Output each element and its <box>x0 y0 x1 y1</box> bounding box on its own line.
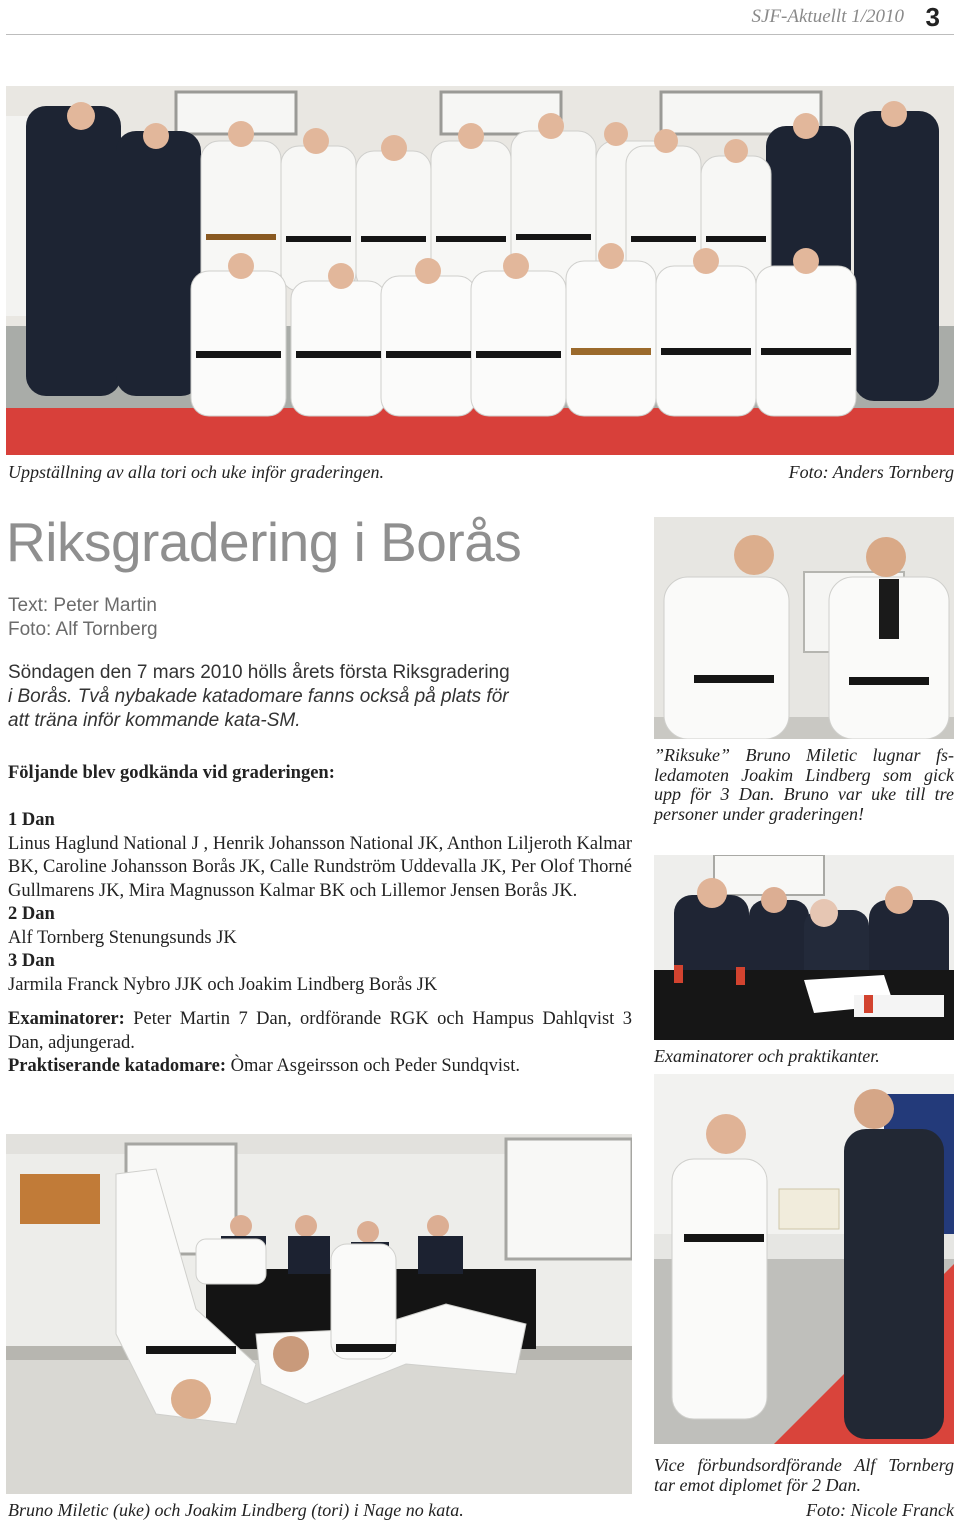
kata-paragraph <box>8 1055 632 1079</box>
byline-text: Text: Peter Martin <box>8 595 157 616</box>
diploma-caption: Vice förbundsordförande Alf Tornberg tar emot diplomet för 2 Dan. <box>654 1455 954 1495</box>
page-number: 3 <box>925 2 940 32</box>
lede-line-1: Söndagen den 7 mars 2010 hölls årets första Riksgradering <box>8 662 510 683</box>
diploma-photo <box>654 1074 954 1444</box>
riksuke-photo <box>654 517 954 739</box>
running-head: SJF-Aktuellt 1/2010 <box>751 6 904 27</box>
lede-line-2: i Borås. Två nybakade katadomare fanns också på plats för <box>8 686 509 707</box>
results-intro: Följande blev godkända vid graderingen: <box>8 763 335 783</box>
riksuke-caption: ”Riksuke” Bruno Miletic lugnar fs-ledamoten Joakim Lindberg som gick upp för 3 Dan. Bruno var uke till tre personer under graderingen! <box>654 745 954 824</box>
header-divider <box>6 34 954 35</box>
kata-label: Praktiserande katadomare: <box>8 1056 227 1076</box>
dan3-heading: 3 Dan <box>8 951 55 971</box>
article-lede <box>8 661 628 733</box>
examiners-label: Examinatorer: <box>8 1009 125 1029</box>
lede-line-3: att träna inför kommande kata-SM. <box>8 710 301 731</box>
examiners-photo <box>654 855 954 1040</box>
group-photo-credit: Foto: Anders Tornberg <box>788 462 954 482</box>
group-photo <box>6 86 954 455</box>
dan1-names: Linus Haglund National J , Henrik Johansson National JK, Anthon Liljeroth Kalmar BK, Caroline Johansson Borås JK, Calle Rundström Uddevalla JK, Per Olof Thorné Gullmarens JK, Mira Magnusson Kalmar BK och Lillemor Jensen Borås JK. <box>8 833 632 901</box>
dan1-heading: 1 Dan <box>8 810 55 830</box>
kata-text: Òmar Asgeirsson och Peder Sundqvist. <box>226 1056 520 1076</box>
kata-caption: Bruno Miletic (uke) och Joakim Lindberg (tori) i Nage no kata. <box>8 1500 464 1520</box>
diploma-credit: Foto: Nicole Franck <box>806 1500 954 1520</box>
dan2-names: Alf Tornberg Stenungsunds JK <box>8 927 237 948</box>
dan3-names: Jarmila Franck Nybro JJK och Joakim Lindberg Borås JK <box>8 974 438 995</box>
byline-photo: Foto: Alf Tornberg <box>8 619 158 640</box>
dan2-heading: 2 Dan <box>8 904 55 924</box>
article-body <box>8 762 632 1079</box>
kata-photo <box>6 1134 632 1494</box>
group-photo-caption: Uppställning av alla tori och uke inför graderingen. <box>8 462 384 482</box>
article-headline: Riksgradering i Borås <box>6 511 522 573</box>
examiners-paragraph <box>8 1008 632 1055</box>
examiners-text: Peter Martin 7 Dan, ordförande RGK och Hampus Dahlqvist 3 Dan, adjungerad. <box>8 1009 632 1053</box>
examiners-caption: Examinatorer och praktikanter. <box>654 1046 880 1066</box>
